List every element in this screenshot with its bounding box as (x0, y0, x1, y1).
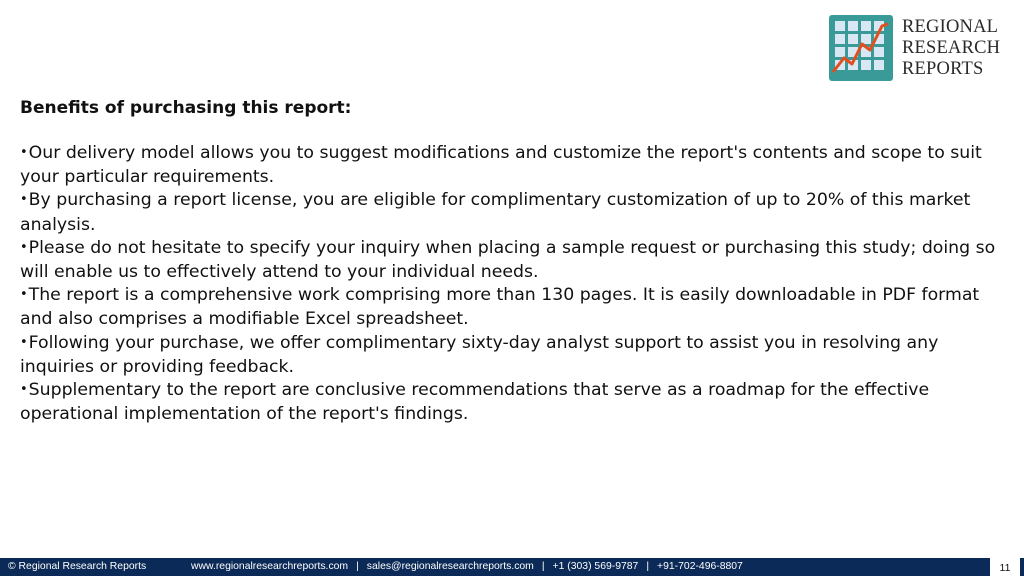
logo-line-3: REPORTS (902, 58, 984, 79)
bullet-glyph: • (20, 334, 28, 350)
footer-separator: | (541, 561, 545, 572)
list-item-text: Please do not hesitate to specify your inquiry when placing a sample request or purchasing this study; doing so will enable us to effectively attend to your individual needs. (20, 237, 996, 283)
bullet-glyph: • (20, 145, 28, 160)
chart-logo-icon (828, 14, 894, 82)
list-item-text: Following your purchase, we offer complimentary sixty-day analyst support to assist you in resolving any inquiries or providing feedback. (20, 332, 939, 377)
list-item-text: Our delivery model allows you to suggest modifications and customize the report's contents and scope to suit your particular requirements. (20, 143, 982, 188)
list-item-text: By purchasing a report license, you are eligible for complimentary customization of up to 20% of this market analysis. (20, 190, 971, 235)
footer-website-link[interactable]: www.regionalresearchreports.com (191, 561, 349, 572)
footer-phone-in: +91-702-496-8807 (657, 561, 743, 572)
logo-line-2: RESEARCH (902, 37, 1001, 58)
bullet-glyph: • (20, 192, 28, 208)
footer-bar (0, 558, 1024, 576)
footer-contacts (191, 558, 743, 576)
footer-separator: | (356, 561, 359, 572)
list-item (20, 237, 1010, 284)
list-item-text: Supplementary to the report are conclusive recommendations that serve as a roadmap for the effective operational implementation of the report's findings. (20, 380, 930, 425)
list-item (20, 189, 1010, 236)
footer-email-link[interactable]: sales@regionalresearchreports.com (366, 561, 534, 572)
list-item (20, 142, 1010, 189)
footer-copyright: © Regional Research Reports (8, 561, 147, 572)
company-logo (828, 13, 1008, 83)
bullet-glyph: • (20, 382, 28, 398)
section-heading: Benefits of purchasing this report: (20, 98, 352, 118)
list-item (20, 332, 1010, 379)
page-number: 11 (990, 558, 1020, 576)
list-item (20, 379, 1010, 426)
list-item-text: The report is a comprehensive work comprising more than 130 pages. It is easily downloadable in PDF format and also comprises a modifiable Excel spreadsheet. (20, 285, 980, 330)
main-content (20, 96, 1010, 426)
footer-phone-us: +1 (303) 569-9787 (552, 561, 639, 572)
bullet-glyph: • (20, 287, 28, 303)
benefits-list (20, 142, 1010, 426)
bullet-glyph: • (20, 239, 28, 255)
logo-line-1: REGIONAL (902, 16, 999, 37)
list-item (20, 284, 1010, 331)
footer-separator: | (646, 561, 650, 572)
logo-wordmark (902, 17, 1000, 80)
